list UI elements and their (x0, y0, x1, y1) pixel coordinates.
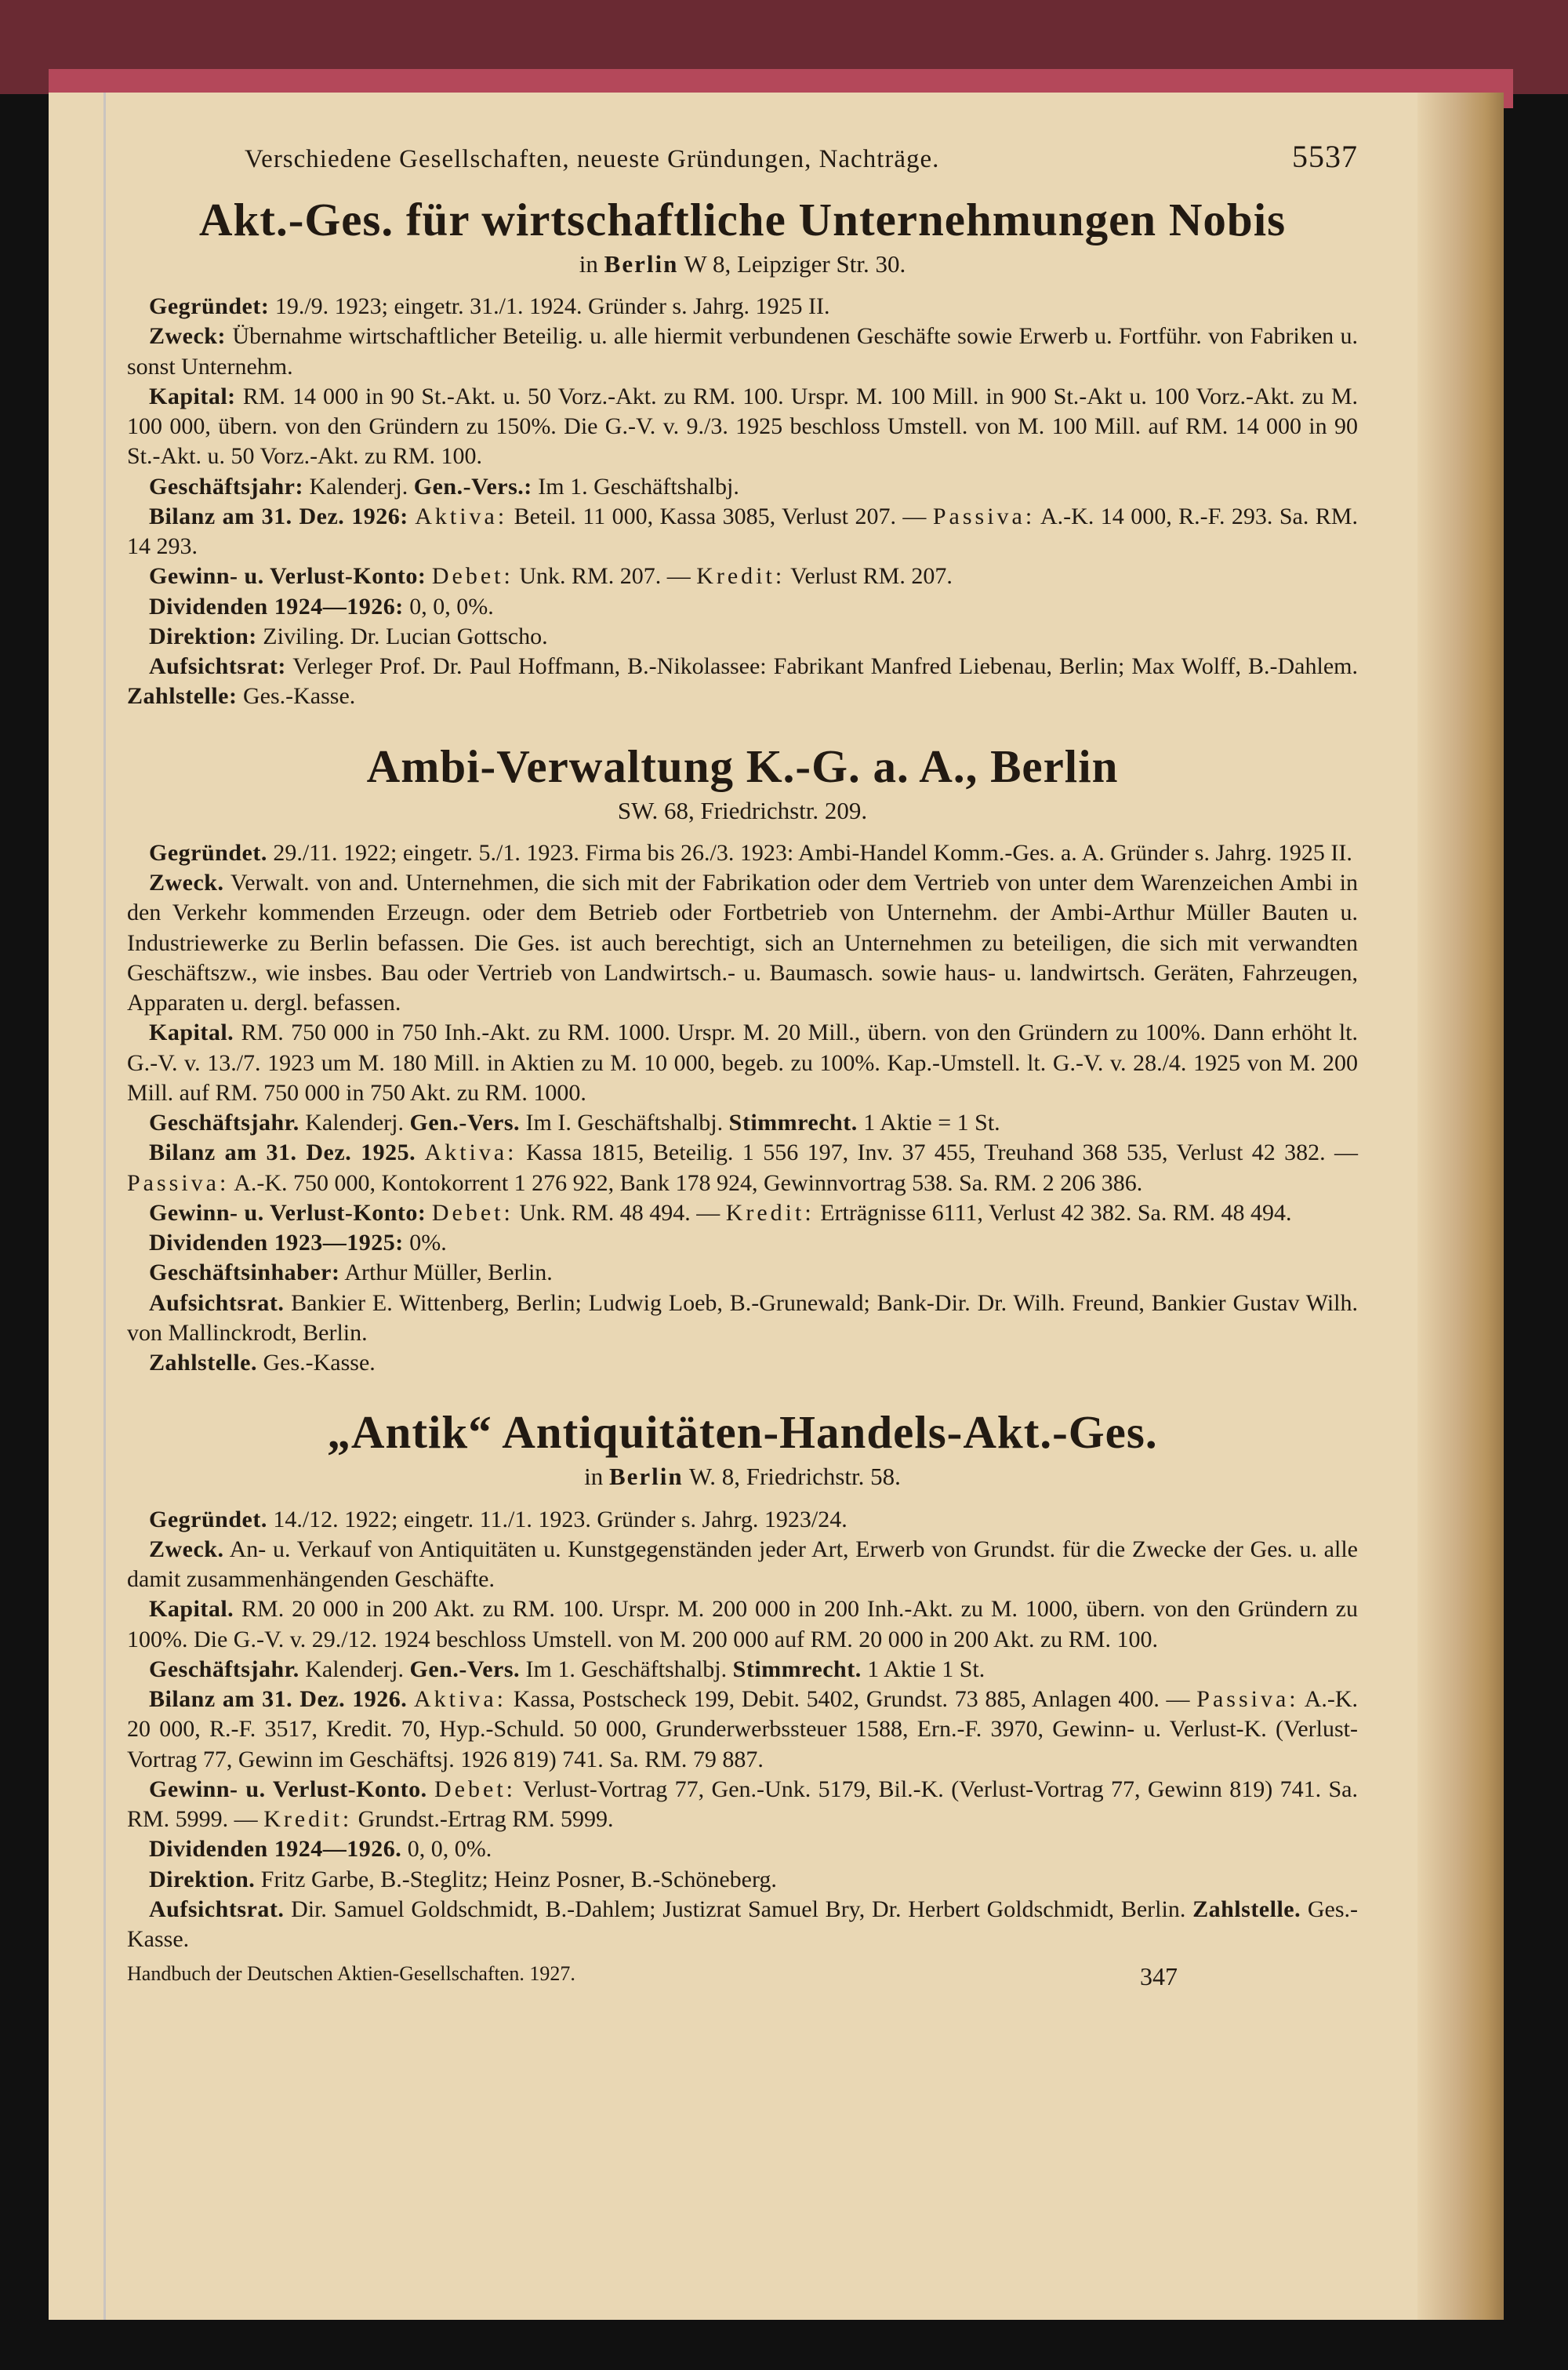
entry-address (127, 1459, 1358, 1493)
label: Aufsichtsrat. (149, 1289, 285, 1316)
entry-address (127, 247, 1358, 281)
label: Zahlstelle. (149, 1350, 257, 1376)
text: 0, 0, 0%. (409, 593, 494, 620)
label: Zahlstelle: (127, 683, 238, 710)
text: Kassa 1815, Beteilig. 1 556 197, Inv. 37 455, Treuhand 368 535, Verlust 42 382. — (525, 1140, 1359, 1166)
key: Passiva: (932, 503, 1036, 529)
text: 1 Aktie 1 St. (867, 1656, 985, 1682)
paragraph-fiscal-year (127, 1108, 1358, 1138)
label: Gen.-Vers. (409, 1110, 521, 1136)
text: An- u. Verkauf von Antiquitäten u. Kunstgegenständen jeder Art, Erwerb von Grundst. für die Zwecke der Ges. u. alle damit zusammenhängenden Geschäfte. (127, 1536, 1358, 1593)
paragraph-fiscal-year (127, 472, 1358, 502)
paragraph-fiscal-year (127, 1655, 1358, 1685)
text: Erträgnisse 6111, Verlust 42 382. Sa. RM. 48 494. (820, 1199, 1292, 1226)
paragraph-capital (127, 382, 1358, 472)
paragraph-owner (127, 1258, 1358, 1288)
label: Gen.-Vers.: (413, 473, 532, 500)
label: Dividenden 1924—1926: (149, 593, 404, 620)
label: Geschäftsjahr. (149, 1110, 299, 1136)
text: Im 1. Geschäftshalbj. (538, 473, 739, 500)
key: Aktiva: (424, 1140, 517, 1166)
text: Bankier E. Wittenberg, Berlin; Ludwig Loeb, B.-Grunewald; Bank-Dir. Dr. Wilh. Freund, Bankier Gustav Wilh. von Mallinckrodt, Berlin. (127, 1289, 1359, 1346)
label: Gewinn- u. Verlust-Konto. (149, 1776, 427, 1802)
address-prefix: in (579, 249, 598, 278)
label: Aufsichtsrat: (149, 653, 286, 680)
paragraph-purpose (127, 868, 1358, 1018)
text: Im I. Geschäftshalbj. (525, 1110, 724, 1136)
text: Übernahme wirtschaftlicher Beteilig. u. alle hiermit verbundenen Geschäfte sowie Erwerb u. Fortführ. von Fabriken u. sonst Unternehm. (127, 323, 1358, 380)
label: Gegründet: (149, 293, 270, 320)
paragraph-board (127, 1289, 1358, 1349)
label: Geschäftsinhaber: (149, 1260, 340, 1286)
paragraph-founded (127, 1505, 1358, 1535)
text: Im 1. Geschäftshalbj. (525, 1656, 728, 1682)
key: Debet: (434, 1776, 517, 1802)
entry-title: „Antik“ Antiquitäten-Handels-Akt.-Ges. (327, 1406, 1158, 1459)
paragraph-balance (127, 1685, 1358, 1775)
entry-nobis (127, 194, 1358, 712)
address-prefix: in (584, 1463, 604, 1491)
text: Ges.-Kasse. (127, 1896, 1359, 1953)
text: Unk. RM. 48 494. — (519, 1199, 720, 1226)
label: Kapital: (149, 383, 236, 409)
text: Kalenderj. (309, 473, 408, 500)
label: Geschäftsjahr. (149, 1656, 299, 1682)
paragraph-balance (127, 502, 1358, 562)
paragraph-management (127, 1865, 1358, 1895)
text: 29./11. 1922; eingetr. 5./1. 1923. Firma bis 26./3. 1923: Ambi-Handel Komm.-Ges. a. A. Gründer s. Jahrg. 1925 II. (273, 839, 1352, 866)
label: Bilanz am 31. Dez. 1926. (149, 1686, 408, 1713)
key: Passiva: (127, 1169, 230, 1196)
label: Dividenden 1924—1926. (149, 1836, 402, 1863)
key: Debet: (431, 563, 514, 590)
text: Verleger Prof. Dr. Paul Hoffmann, B.-Nikolassee: Fabrikant Manfred Liebenau, Berlin; Max Wolff, B.-Dahlem. (292, 653, 1358, 680)
text: RM. 20 000 in 200 Akt. zu RM. 100. Urspr. M. 200 000 in 200 Inh.-Akt. zu M. 1000, übern. von den Gründern zu 100%. Die G.-V. v. 29./12. 1924 beschloss Umstell. von M. 200 000 auf RM. 20 000 in 200 Akt. zu RM. 100. (127, 1596, 1358, 1652)
key: Aktiva: (414, 1686, 507, 1713)
label: Stimmrecht. (728, 1110, 858, 1136)
paragraph-paying-agent (127, 1348, 1358, 1378)
paragraph-board (127, 1895, 1358, 1955)
label: Kapital. (149, 1020, 234, 1046)
sheet-number: 347 (1140, 1962, 1178, 1991)
text: Beteil. 11 000, Kassa 3085, Verlust 207. — (514, 503, 927, 529)
label: Geschäftsjahr: (149, 473, 303, 500)
entry-title: Ambi-Verwaltung K.-G. a. A., Berlin (366, 740, 1119, 792)
text: Kassa, Postscheck 199, Debit. 5402, Grundst. 73 885, Anlagen 400. — (513, 1686, 1190, 1713)
label: Zweck: (149, 323, 226, 350)
label: Direktion: (149, 623, 257, 649)
address-city: Berlin (608, 1463, 684, 1491)
text: Kalenderj. (305, 1110, 404, 1136)
text: A.-K. 20 000, R.-F. 3517, Kredit. 70, Hyp.-Schuld. 50 000, Grunderwerbssteuer 1588, Ern.-F. 3970, Gewinn- u. Verlust-K. (Verlust-Vortrag 77, Gewinn im Geschäftsj. 1926 819) 741. Sa. RM. 79 887. (127, 1686, 1359, 1772)
text: 0%. (409, 1230, 447, 1256)
address-street: W. 8, Friedrichstr. 58. (688, 1463, 901, 1491)
key: Debet: (431, 1199, 514, 1226)
paragraph-capital (127, 1594, 1358, 1655)
text: Verlust RM. 207. (790, 563, 953, 590)
book-page (49, 93, 1504, 2320)
text: A.-K. 14 000, R.-F. 293. Sa. RM. 14 293. (127, 503, 1358, 560)
text: 1 Aktie = 1 St. (863, 1110, 1000, 1136)
paragraph-management (127, 622, 1358, 652)
address-street: W 8, Leipziger Str. 30. (684, 249, 906, 278)
label: Gewinn- u. Verlust-Konto: (149, 1199, 426, 1226)
label: Zweck. (149, 870, 224, 896)
margin-rule (103, 93, 106, 2320)
paragraph-profit-loss (127, 1775, 1358, 1835)
label: Dividenden 1923—1925: (149, 1230, 404, 1256)
key: Passiva: (1196, 1686, 1299, 1713)
entry-address: SW. 68, Friedrichstr. 209. (617, 796, 868, 824)
text: Ges.-Kasse. (263, 1350, 376, 1376)
text: Kalenderj. (305, 1656, 404, 1682)
running-header (127, 138, 1358, 175)
text: Grundst.-Ertrag RM. 5999. (358, 1806, 614, 1833)
label: Gen.-Vers. (409, 1656, 521, 1682)
label: Aufsichtsrat. (149, 1896, 285, 1922)
label: Zweck. (149, 1536, 224, 1562)
paragraph-dividends (127, 592, 1358, 622)
label: Zahlstelle. (1192, 1896, 1301, 1922)
label: Gewinn- u. Verlust-Konto: (149, 563, 426, 590)
text: RM. 750 000 in 750 Inh.-Akt. zu RM. 1000. Urspr. M. 20 Mill., übern. von den Gründern zu 100%. Dann erhöht lt. G.-V. v. 13./7. 1923 um M. 180 Mill. in Aktien zu M. 10 000, begeb. zu 100%. Kap.-Umstell. lt. G.-V. v. 28./4. 1925 von M. 200 Mill. auf RM. 750 000 in 750 Akt. zu RM. 1000. (127, 1020, 1359, 1106)
paragraph-balance (127, 1138, 1358, 1198)
text: Verlust-Vortrag 77, Gen.-Unk. 5179, Bil.-K. (Verlust-Vortrag 77, Gewinn 819) 741. Sa. RM. 5999. — (127, 1776, 1358, 1833)
text: 0, 0, 0%. (407, 1836, 492, 1863)
paragraph-founded (127, 838, 1358, 868)
label: Gegründet. (149, 839, 267, 866)
paragraph-board (127, 652, 1358, 712)
page-content (127, 138, 1358, 1991)
label: Stimmrecht. (732, 1656, 862, 1682)
text: Dir. Samuel Goldschmidt, B.-Dahlem; Justizrat Samuel Bry, Dr. Herbert Goldschmidt, Berlin. (291, 1896, 1186, 1922)
label: Direktion. (149, 1866, 256, 1892)
entry-antik (127, 1406, 1358, 1954)
page-number: 5537 (1292, 139, 1358, 174)
text: Ges.-Kasse. (243, 683, 356, 710)
entry-ambi (127, 740, 1358, 1379)
text: Ziviling. Dr. Lucian Gottscho. (263, 623, 548, 649)
footer-source: Handbuch der Deutschen Aktien-Gesellschaften. 1927. (127, 1962, 575, 1986)
label: Bilanz am 31. Dez. 1926: (149, 503, 408, 529)
paragraph-purpose (127, 1535, 1358, 1595)
entry-title: Akt.-Ges. für wirtschaftliche Unternehmungen Nobis (198, 194, 1287, 245)
paragraph-dividends (127, 1228, 1358, 1258)
paragraph-profit-loss (127, 562, 1358, 591)
label: Gegründet. (149, 1506, 267, 1532)
text: Unk. RM. 207. — (519, 563, 691, 590)
key: Aktiva: (415, 503, 508, 529)
text: Verwalt. von and. Unternehmen, die sich mit der Fabrikation oder dem Vertrieb von unter dem Warenzeichen Ambi in den Verkehr kommenden Erzeugn. oder dem Betrieb oder Fortbetrieb von Unternehm. der Ambi-Arthur Müller Bauten u. Industriewerke zu Berlin befassen. Die Ges. ist auch berechtigt, sich an Unternehmen zu beteiligen, die sich mit verwandten Geschäftszw., wie insbes. Bau oder Vertrieb von Landwirtsch.- u. Baumasch. sowie haus- u. landwirtsch. Geräten, Fahrzeugen, Apparaten u. dergl. befassen. (127, 870, 1358, 1016)
paragraph-dividends (127, 1834, 1358, 1864)
key: Kredit: (263, 1806, 353, 1833)
address-city: Berlin (604, 249, 679, 278)
text: 14./12. 1922; eingetr. 11./1. 1923. Gründer s. Jahrg. 1923/24. (273, 1506, 848, 1532)
text: Fritz Garbe, B.-Steglitz; Heinz Posner, B.-Schöneberg. (260, 1866, 777, 1892)
paragraph-profit-loss (127, 1198, 1358, 1228)
running-head: Verschiedene Gesellschaften, neueste Gründungen, Nachträge. (245, 145, 940, 173)
paragraph-capital (127, 1018, 1358, 1108)
paragraph-purpose (127, 322, 1358, 382)
text: RM. 14 000 in 90 St.-Akt. u. 50 Vorz.-Akt. zu RM. 100. Urspr. M. 100 Mill. in 900 St.-Akt u. 100 Vorz.-Akt. zu M. 100 000, übern. von den Gründern zu 150%. Die G.-V. v. 9./3. 1925 beschloss Umstell. von M. 100 Mill. auf RM. 14 000 in 90 St.-Akt. u. 50 Vorz.-Akt. zu RM. 100. (127, 383, 1358, 470)
text: 19./9. 1923; eingetr. 31./1. 1924. Gründer s. Jahrg. 1925 II. (274, 293, 830, 320)
key: Kredit: (696, 563, 786, 590)
text: A.-K. 750 000, Kontokorrent 1 276 922, Bank 178 924, Gewinnvortrag 538. Sa. RM. 2 206 386. (234, 1169, 1143, 1196)
text: Arthur Müller, Berlin. (344, 1260, 553, 1286)
label: Kapital. (149, 1596, 234, 1623)
label: Bilanz am 31. Dez. 1925. (149, 1140, 416, 1166)
page-footer (127, 1962, 1358, 1991)
page-edge-shadow (1417, 93, 1504, 2320)
paragraph-founded (127, 292, 1358, 322)
key: Kredit: (725, 1199, 815, 1226)
